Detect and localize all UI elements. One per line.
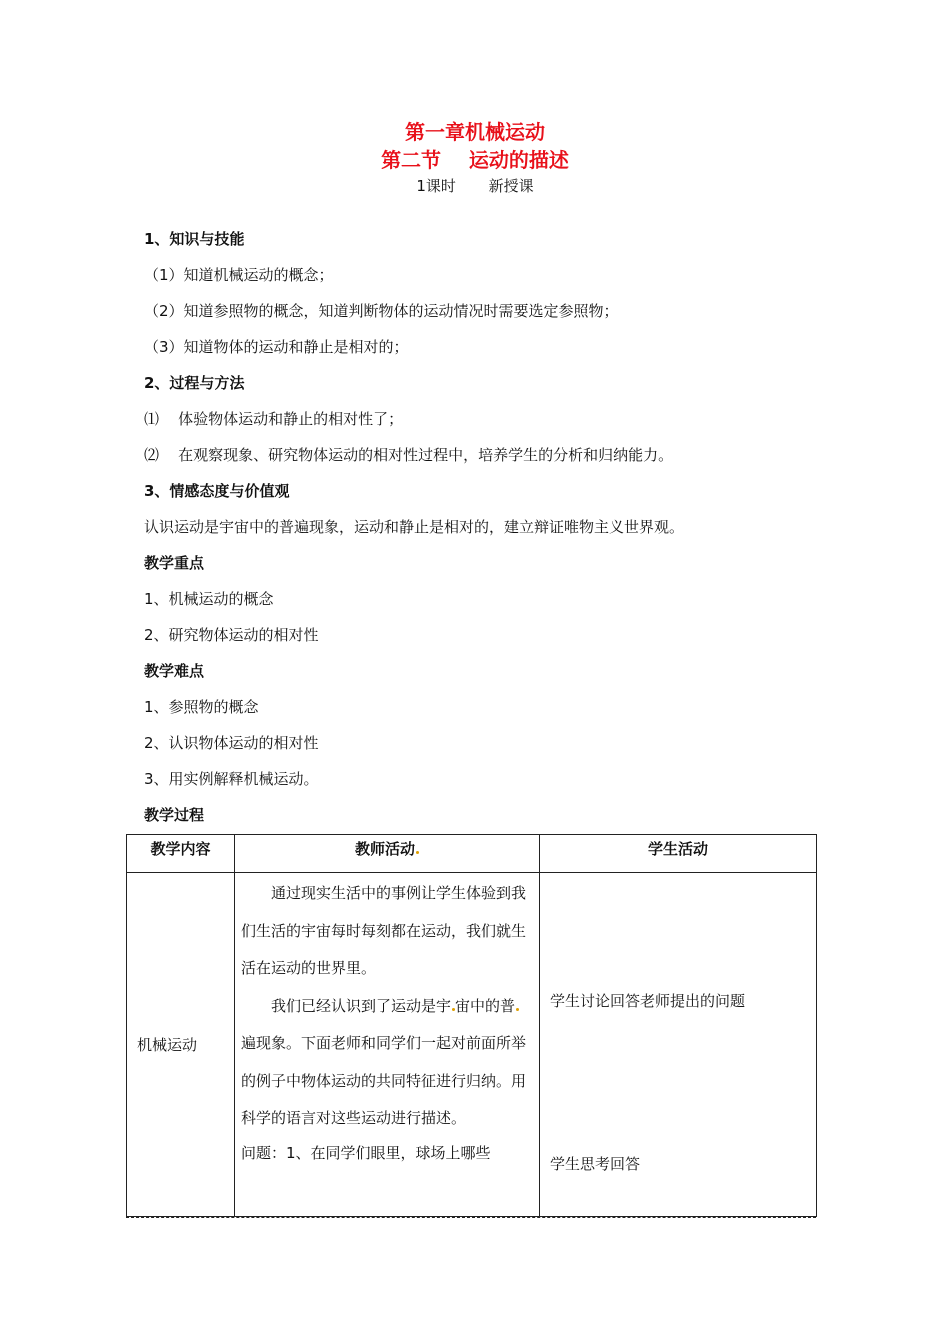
attitude-values-text: 认识运动是宇宙中的普遍现象，运动和静止是相对的，建立辩证唯物主义世界观。 <box>144 518 685 536</box>
knowledge-skills-heading: 1、知识与技能 <box>144 230 245 248</box>
key-points-heading: 教学重点 <box>144 554 205 572</box>
lesson-meta <box>0 174 950 198</box>
attitude-values-heading: 3、情感态度与价值观 <box>144 482 290 500</box>
header-content: 教学内容 <box>127 835 235 873</box>
teacher-question: 问题：1、在同学们眼里，球场上哪些 <box>241 1143 491 1162</box>
header-teacher: 教师活动 <box>235 835 540 873</box>
teacher-activity-cell <box>235 873 540 1217</box>
process-method-heading: 2、过程与方法 <box>144 374 245 392</box>
knowledge-item: （3）知道物体的运动和静止是相对的； <box>144 338 409 356</box>
table-row <box>127 873 817 1217</box>
key-point-item: 2、研究物体运动的相对性 <box>144 626 319 644</box>
student-answer: 学生讨论回答老师提出的问题 <box>550 992 746 1010</box>
process-item: ⑵ 在观察现象、研究物体运动的相对性过程中，培养学生的分析和归纳能力。 <box>144 446 674 464</box>
difficult-point-item: 2、认识物体运动的相对性 <box>144 734 319 752</box>
header-student: 学生活动 <box>540 835 817 873</box>
knowledge-item: （1）知道机械运动的概念； <box>144 266 334 284</box>
edit-marker-icon <box>516 1008 519 1011</box>
lesson-type: 新授课 <box>488 177 534 195</box>
content-cell: 机械运动 <box>127 873 235 1217</box>
section-title: 第二节 运动的描述 <box>381 148 569 172</box>
table-header-row <box>127 835 817 873</box>
student-answer: 学生思考回答 <box>550 1155 641 1173</box>
key-point-item: 1、机械运动的概念 <box>144 590 274 608</box>
difficult-point-item: 3、用实例解释机械运动。 <box>144 770 319 788</box>
page-break-divider <box>126 1217 816 1218</box>
teaching-process-heading: 教学过程 <box>144 806 205 824</box>
title-block <box>0 118 950 198</box>
teacher-paragraph: 通过现实生活中的事例让学生体验到我们生活的宇宙每时每刻都在运动，我们就生活在运动的世界里。 <box>241 884 527 977</box>
chapter-title: 第一章机械运动 <box>405 120 545 144</box>
knowledge-item: （2）知道参照物的概念，知道判断物体的运动情况时需要选定参照物； <box>144 302 619 320</box>
teacher-paragraph: 我们已经认识到了运动是宇 宙中的普遍现象。下面老师和同学们一起对前面所举的例子中物体运动的共同特征进行归纳。用科学的语言对这些运动进行描述。 <box>241 996 527 1127</box>
difficult-point-item: 1、参照物的概念 <box>144 698 259 716</box>
edit-marker-icon <box>416 851 419 854</box>
difficult-points-heading: 教学难点 <box>144 662 205 680</box>
student-activity-cell <box>540 873 817 1217</box>
teaching-process-table <box>126 834 817 1217</box>
lesson-hours: 1课时 <box>416 177 456 195</box>
process-item: ⑴ 体验物体运动和静止的相对性了； <box>144 410 404 428</box>
